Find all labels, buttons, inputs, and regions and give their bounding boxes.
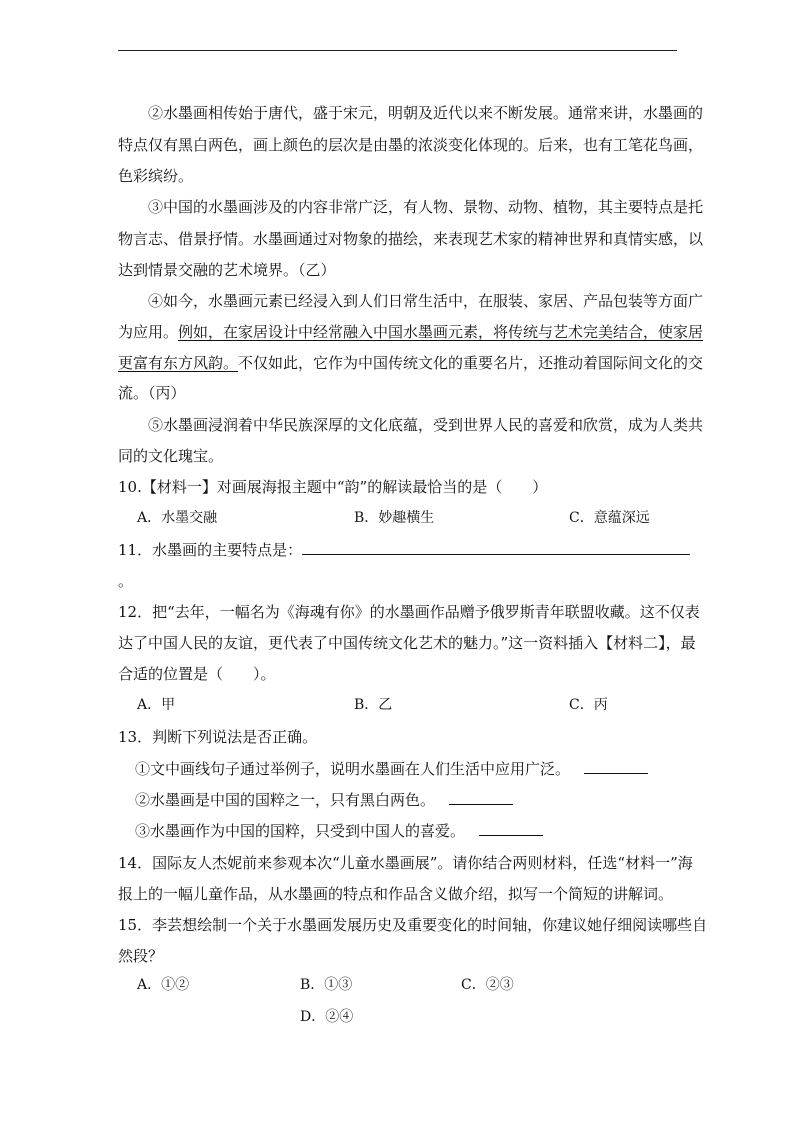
question-14-line-1: 14．国际友人杰妮前来参观本次“儿童水墨画展”。请你结合两则材料，任选“材料一”海 [118, 854, 693, 872]
q13-item-1 [135, 753, 695, 785]
para-4-text: 不仅如此，它作为中国传统文化的重要名片，还推动着国际间文化的交 [238, 354, 704, 372]
question-11-end: 。 [118, 572, 134, 590]
q13-item-3-text: ③水墨画作为中国的国粹，只受到中国人的喜爱。 [135, 822, 466, 840]
q10-option-a[interactable]: A．水墨交融 [137, 510, 218, 526]
q13-item-2-blank[interactable] [449, 790, 513, 805]
question-13-stem: 13．判断下列说法是否正确。 [118, 728, 318, 746]
q13-item-2 [135, 784, 695, 816]
para-2-line-3: 色彩缤纷。 [118, 167, 194, 185]
q12-option-a[interactable]: A．甲 [137, 697, 176, 713]
q15-option-c[interactable]: C．②③ [461, 977, 514, 993]
question-10-stem: 10.【材料一】对画展海报主题中“韵”的解读最恰当的是（ ） [118, 478, 548, 496]
question-14-line-2: 报上的一幅儿童作品，从水墨画的特点和作品含义做介绍，拟写一个简短的讲解词。 [118, 885, 674, 903]
para-4-line-3 [118, 347, 704, 379]
para-4-line-1: ④如今，水墨画元素已经浸入到人们日常生活中，在服装、家居、产品包装等方面广 [148, 292, 704, 310]
para-4-text: 为应用。 [118, 323, 179, 341]
para-2-line-2: 特点仅有黑白两色，画上颜色的层次是由墨的浓淡变化体现的。后来，也有工笔花鸟画， [118, 136, 704, 154]
q11-answer-blank[interactable] [302, 540, 690, 555]
q12-option-c[interactable]: C．丙 [569, 697, 608, 713]
question-11-stem: 11．水墨画的主要特点是： [118, 541, 303, 559]
underlined-sentence-part-2: 更富有东方风韵。 [118, 354, 239, 372]
para-3-line-3: 达到情景交融的艺术境界。（乙） [118, 261, 336, 279]
q10-option-c[interactable]: C．意蕴深远 [569, 510, 650, 526]
question-11-line [118, 534, 698, 566]
q10-option-b[interactable]: B．妙趣横生 [354, 510, 435, 526]
q15-option-a[interactable]: A．①② [137, 977, 190, 993]
question-12-line-3: 合适的位置是（ ）。 [118, 665, 276, 683]
para-4-line-4: 流。（丙） [118, 384, 186, 402]
para-3-line-2: 物言志、借景抒情。水墨画通过对物象的描绘，来表现艺术家的精神世界和真情实感，以 [118, 230, 704, 248]
para-5-line-1: ⑤水墨画浸润着中华民族深厚的文化底蕴，受到世界人民的喜爱和欣赏，成为人类共 [148, 416, 704, 434]
question-15-line-2: 然段？ [118, 947, 164, 965]
q13-item-1-text: ①文中画线句子通过举例子，说明水墨画在人们生活中应用广泛。 [135, 760, 571, 778]
question-12-line-2: 达了中国人民的友谊，更代表了中国传统文化艺术的魅力。”这一资料插入【材料二】，最 [118, 634, 696, 652]
q13-item-3-blank[interactable] [479, 821, 543, 836]
question-15-line-1: 15．李芸想绘制一个关于水墨画发展历史及重要变化的时间轴，你建议她仔细阅读哪些自 [118, 916, 708, 934]
q13-item-2-text: ②水墨画是中国的国粹之一，只有黑白两色。 [135, 791, 436, 809]
q13-item-3 [135, 815, 695, 847]
para-2-line-1: ②水墨画相传始于唐代，盛于宋元，明朝及近代以来不断发展。通常来讲，水墨画的 [148, 104, 704, 122]
para-3-line-1: ③中国的水墨画涉及的内容非常广泛，有人物、景物、动物、植物，其主要特点是托 [148, 198, 704, 216]
header-divider [118, 50, 677, 51]
question-12-line-1: 12．把“去年，一幅名为《海魂有你》的水墨画作品赠予俄罗斯青年联盟收藏。这不仅表 [118, 603, 700, 621]
q15-option-b[interactable]: B．①③ [300, 977, 353, 993]
q13-item-1-blank[interactable] [584, 759, 648, 774]
para-4-line-2 [118, 316, 704, 348]
para-5-line-2: 同的文化瑰宝。 [118, 447, 224, 465]
underlined-sentence-part-1: 例如，在家居设计中经常融入中国水墨画元素，将传统与艺术完美结合，使家居 [178, 323, 704, 341]
q12-option-b[interactable]: B．乙 [354, 697, 393, 713]
q15-option-d[interactable]: D．②④ [300, 1009, 354, 1025]
